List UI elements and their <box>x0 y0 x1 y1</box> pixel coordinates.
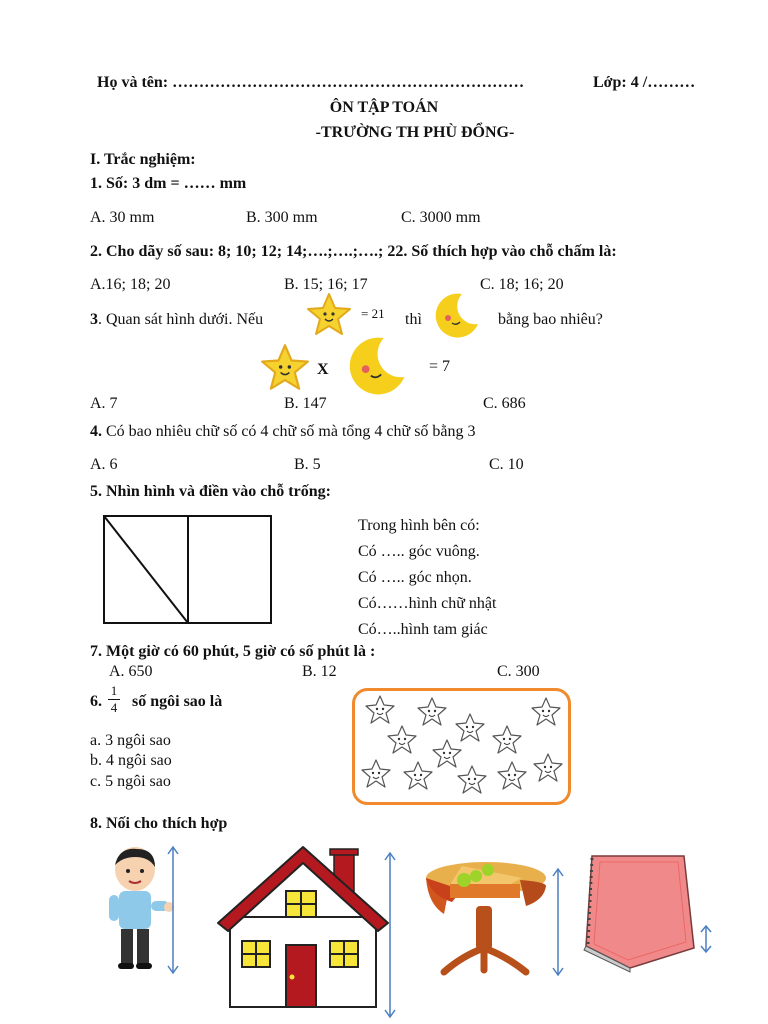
q8-question: 8. Nối cho thích hợp <box>90 815 228 832</box>
q4-option-b: B. 5 <box>294 456 321 473</box>
q5-line-2: Có ….. góc nhọn. <box>358 569 472 586</box>
q3-then: thì <box>405 311 422 328</box>
class-label: Lớp: 4 /……… <box>593 74 696 91</box>
q3-intro: . Quan sát hình dưới. Nếu <box>98 311 264 328</box>
name-label: Họ và tên: ………………………………………………………… <box>97 74 525 91</box>
q6-question: số ngôi sao là <box>132 693 223 710</box>
q1-option-b: B. 300 mm <box>246 209 318 226</box>
section-label: I. Trắc nghiệm: <box>90 151 196 168</box>
q7-question: 7. Một giờ có 60 phút, 5 giờ có số phút là : <box>90 643 376 660</box>
q5-line-0: Trong hình bên có: <box>358 517 480 534</box>
boy-height-arrow <box>166 846 180 974</box>
house-icon <box>216 845 390 1010</box>
q3-times: X <box>317 361 329 378</box>
book-icon <box>578 848 700 972</box>
q1-option-c: C. 3000 mm <box>401 209 481 226</box>
q6-option-c: c. 5 ngôi sao <box>90 773 171 790</box>
q2-question: 2. Cho dãy số sau: 8; 10; 12; 14;….;….;….; 22. Số thích hợp vào chỗ chấm là: <box>90 243 617 260</box>
q3-text-b: bằng bao nhiêu? <box>498 311 603 328</box>
q5-question: 5. Nhìn hình và điền vào chỗ trống: <box>90 483 331 500</box>
q6-option-b: b. 4 ngôi sao <box>90 752 172 769</box>
q3-eq1: = 21 <box>361 306 385 321</box>
fraction-numerator: 1 <box>108 683 120 700</box>
q3-option-b: B. 147 <box>284 395 327 412</box>
moon-icon <box>345 333 407 395</box>
q3-option-c: C. 686 <box>483 395 526 412</box>
q7-option-c: C. 300 <box>497 663 540 680</box>
house-height-arrow <box>383 852 397 1018</box>
school-name: -TRƯỜNG TH PHÙ ĐỔNG- <box>315 124 515 141</box>
q4-text: Có bao nhiêu chữ số có 4 chữ số mà tổng 4 chữ số bằng 3 <box>102 423 476 440</box>
q4-number: 4. <box>90 423 102 440</box>
q6-option-a: a. 3 ngôi sao <box>90 732 171 749</box>
q3-eq2: = 7 <box>429 358 451 375</box>
q4-question <box>90 423 476 441</box>
q2-option-b: B. 15; 16; 17 <box>284 276 368 293</box>
page-title: ÔN TẬP TOÁN <box>329 99 439 116</box>
q3-option-a: A. 7 <box>90 395 118 412</box>
q2-option-c: C. 18; 16; 20 <box>480 276 564 293</box>
table-height-arrow <box>551 868 565 976</box>
rectangle-figure <box>103 515 273 625</box>
q5-line-1: Có ….. góc vuông. <box>358 543 480 560</box>
q5-line-3: Có……hình chữ nhật <box>358 595 497 612</box>
q6-number: 6. <box>90 693 102 710</box>
q2-option-a: A.16; 18; 20 <box>90 276 171 293</box>
q4-option-a: A. 6 <box>90 456 118 473</box>
star-icon <box>306 292 352 336</box>
stars-frame <box>352 688 572 806</box>
book-thickness-arrow <box>699 925 713 953</box>
q1-question: 1. Số: 3 dm = …… mm <box>90 175 247 192</box>
boy-icon <box>105 845 175 975</box>
table-icon <box>422 860 552 978</box>
q7-option-a: A. 650 <box>109 663 153 680</box>
moon-icon <box>432 290 480 338</box>
q4-option-c: C. 10 <box>489 456 524 473</box>
q3-text-a <box>90 311 263 329</box>
star-icon <box>260 343 310 391</box>
q3-number: 3 <box>90 311 98 328</box>
q6-fraction <box>108 683 120 716</box>
fraction-denominator: 4 <box>110 700 118 715</box>
q7-option-b: B. 12 <box>302 663 337 680</box>
q1-option-a: A. 30 mm <box>90 209 155 226</box>
q5-line-4: Có…..hình tam giác <box>358 621 488 638</box>
